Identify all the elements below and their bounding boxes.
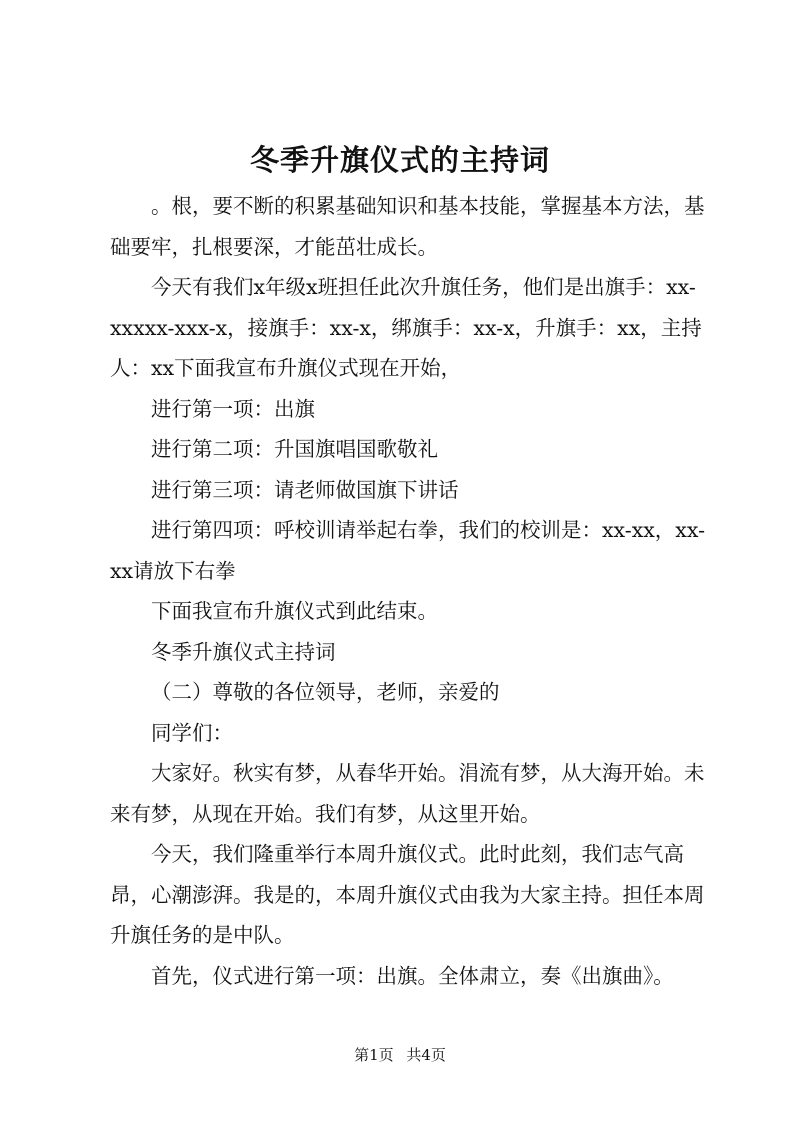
paragraph: （二）尊敬的各位领导，老师，亲爱的 [151, 680, 500, 704]
paragraph: 冬季升旗仪式主持词 [151, 639, 336, 664]
paragraph: 同学们： [151, 720, 233, 745]
paragraph: 大家好。秋实有梦，从春华开始。涓流有梦，从大海开始。未来有梦，从现在开始。我们有梦，从这里开始。 [110, 761, 705, 826]
paragraph: 下面我宣布升旗仪式到此结束。 [151, 599, 438, 623]
paragraph: 。根，要不断的积累基础知识和基本技能，掌握基本方法，基础要牢，扎根要深，才能茁壮成长。 [110, 194, 705, 259]
paragraph: 进行第四项：呼校训请举起右拳，我们的校训是：xx-xx，xx-xx请放下右拳 [110, 518, 705, 583]
paragraph: 进行第一项：出旗 [151, 396, 315, 421]
paragraph: 今天有我们x年级x班担任此次升旗任务，他们是出旗手：xx-xxxxx-xxx-x，接旗手：xx-x，绑旗手：xx-x，升旗手：xx，主持人：xx下面我宣布升旗仪式现在开始， [110, 275, 702, 380]
page-number: 第1页 [354, 1046, 394, 1064]
document-body [110, 186, 720, 996]
page-total: 共4页 [406, 1046, 446, 1064]
paragraph: 进行第二项：升国旗唱国歌敬礼 [151, 437, 438, 461]
paragraph: 进行第三项：请老师做国旗下讲话 [151, 477, 459, 502]
paragraph: 首先，仪式进行第一项：出旗。全体肃立，奏《出旗曲》。 [151, 963, 674, 988]
document-title: 冬季升旗仪式的主持词 [249, 143, 550, 177]
paragraph: 今天，我们隆重举行本周升旗仪式。此时此刻，我们志气高昂，心潮澎湃。我是的，本周升旗仪式由我为大家主持。担任本周升旗任务的是中队。 [110, 842, 705, 947]
page-footer [0, 1044, 800, 1066]
